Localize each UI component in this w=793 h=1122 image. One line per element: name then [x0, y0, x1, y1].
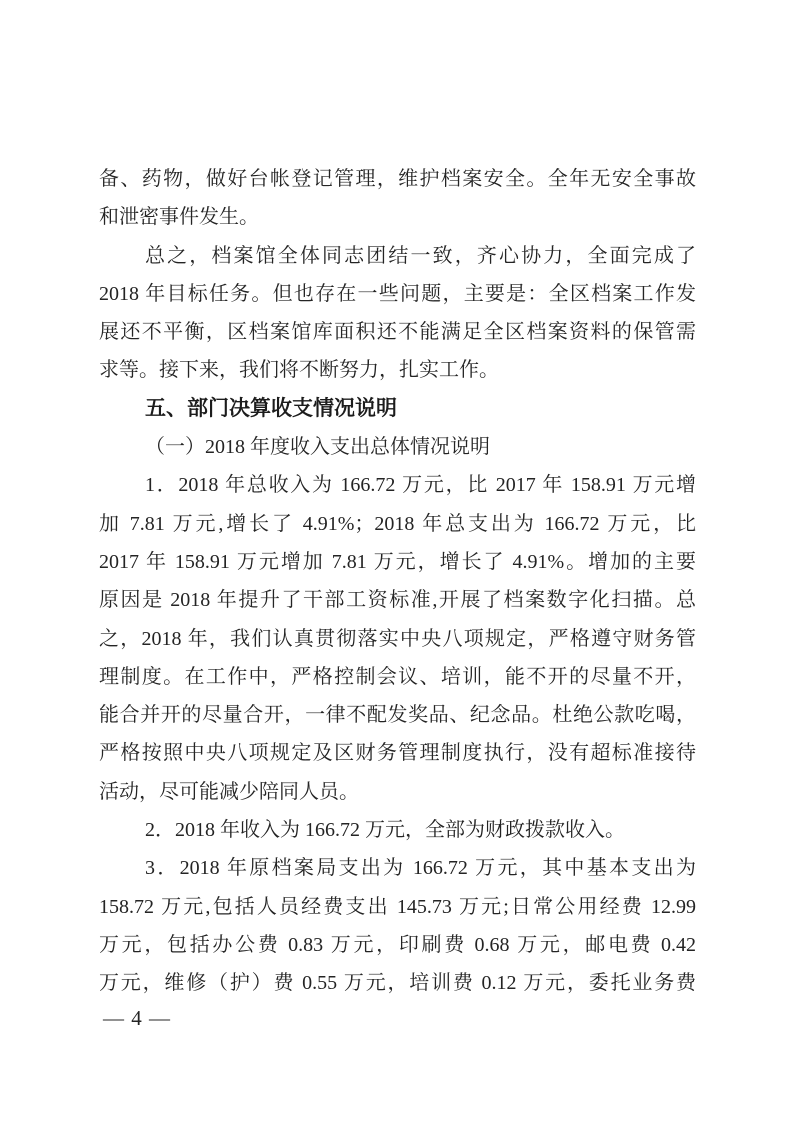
text-line: 2018 年目标任务。但也存在一些问题，主要是：全区档案工作发	[99, 282, 696, 305]
text-line: 158.72 万元,包括人员经费支出 145.73 万元;日常公用经费 12.99	[99, 895, 696, 918]
subsection-heading: （一）2018 年度收入支出总体情况说明	[145, 436, 490, 459]
text-line: 和泄密事件发生。	[99, 206, 259, 229]
text-line: 之，2018 年，我们认真贯彻落实中央八项规定，严格遵守财务管	[99, 627, 696, 650]
text-line: 总之，档案馆全体同志团结一致，齐心协力，全面完成了	[145, 244, 696, 267]
text-line: 严格按照中央八项规定及区财务管理制度执行，没有超标准接待	[99, 742, 696, 765]
text-line: 原因是 2018 年提升了干部工资标准,开展了档案数字化扫描。总	[99, 589, 696, 612]
text-line: 万元，包括办公费 0.83 万元，印刷费 0.68 万元，邮电费 0.42	[99, 933, 696, 956]
document-body	[99, 160, 696, 1003]
text-line: 加 7.81 万元,增长了 4.91%；2018 年总支出为 166.72 万元，比	[99, 512, 696, 535]
text-line: 1．2018 年总收入为 166.72 万元，比 2017 年 158.91 万元增	[145, 474, 696, 497]
text-line: 理制度。在工作中，严格控制会议、培训，能不开的尽量不开，	[99, 665, 696, 688]
text-line: 求等。接下来，我们将不断努力，扎实工作。	[99, 359, 499, 382]
text-line: 备、药物，做好台帐登记管理，维护档案安全。全年无安全事故	[99, 168, 696, 190]
section-heading: 五、部门决算收支情况说明	[145, 396, 397, 420]
page-number: — 4 —	[103, 1006, 171, 1030]
text-line: 2017 年 158.91 万元增加 7.81 万元，增长了 4.91%。增加的主要	[99, 550, 696, 573]
text-line: 3．2018 年原档案局支出为 166.72 万元，其中基本支出为	[145, 857, 696, 880]
text-line: 万元，维修（护）费 0.55 万元，培训费 0.12 万元，委托业务费	[99, 972, 696, 995]
text-line: 能合并开的尽量合开，一律不配发奖品、纪念品。杜绝公款吃喝，	[99, 704, 696, 727]
text-line: 展还不平衡，区档案馆库面积还不能满足全区档案资料的保管需	[99, 321, 696, 344]
text-line: 2．2018 年收入为 166.72 万元，全部为财政拨款收入。	[145, 819, 625, 842]
text-line: 活动，尽可能减少陪同人员。	[99, 780, 359, 803]
